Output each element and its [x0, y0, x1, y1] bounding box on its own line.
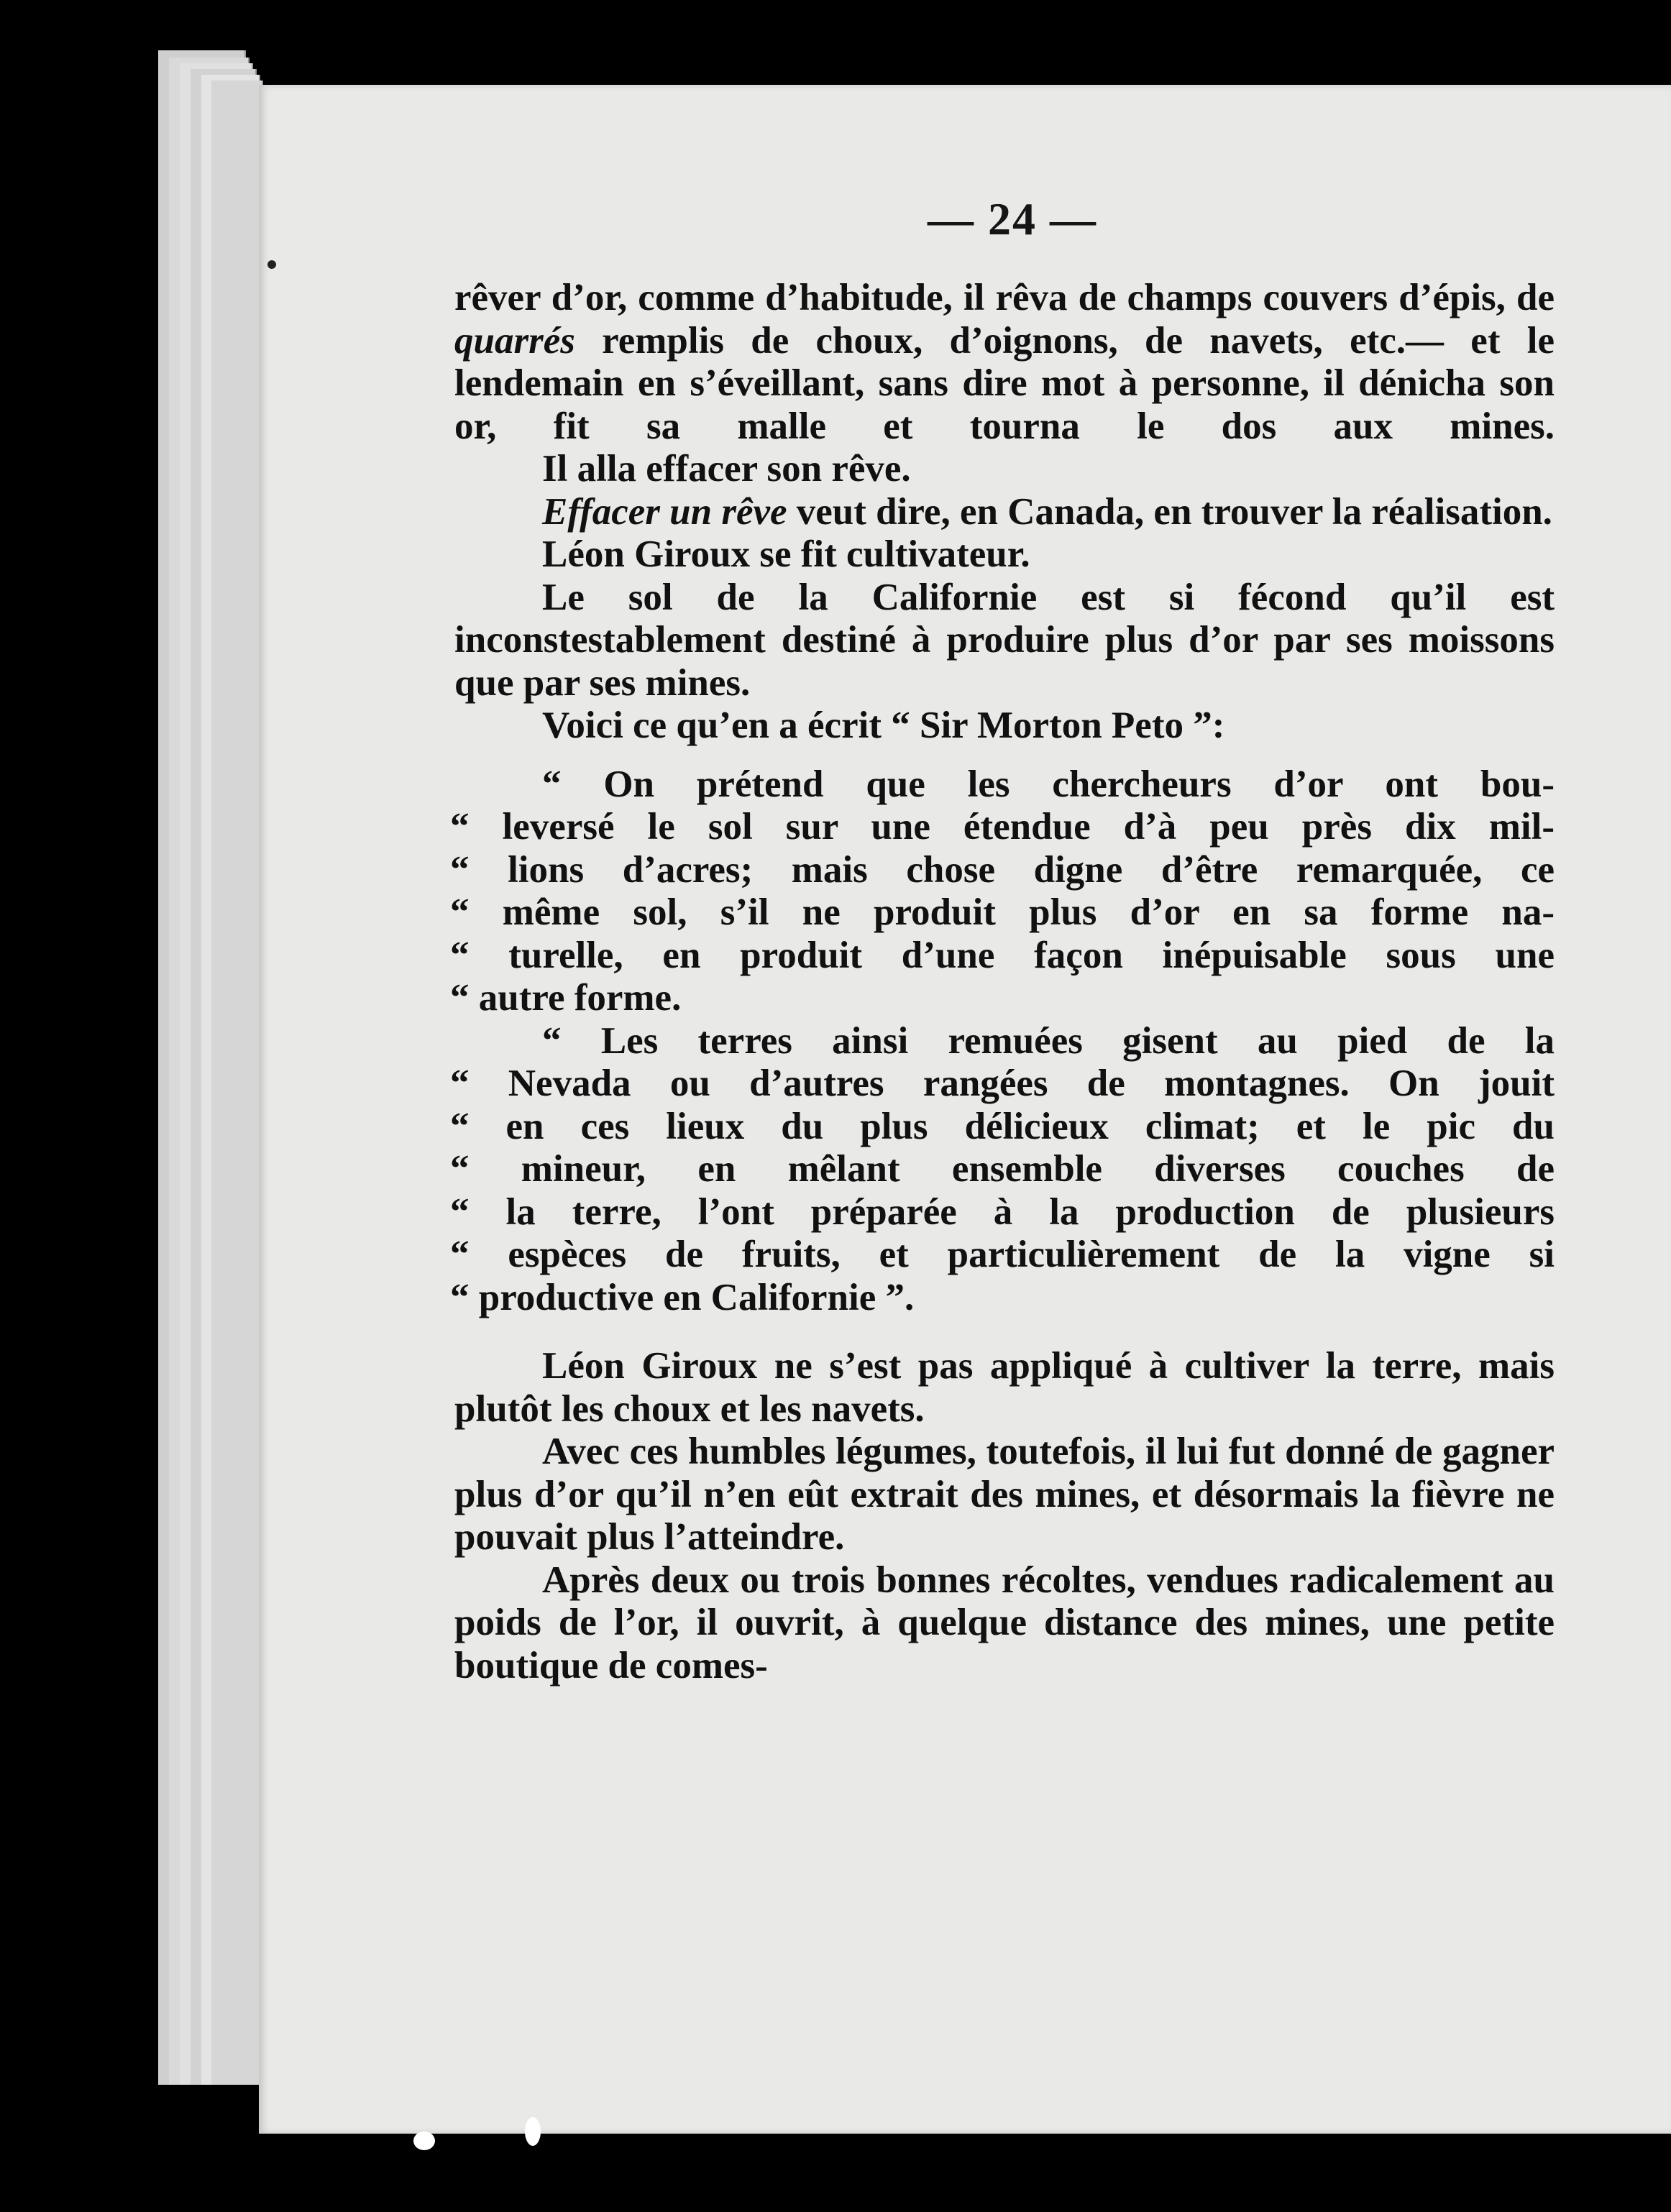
page-edge	[211, 81, 263, 2085]
paragraph: rêver d’or, comme d’habitude, il rêva de champs couvers d’épis, de quarrés remplis de choux, d’oignons, de navets, etc.— et le lendemain en s’éveillant, sans dire mot à personne, il dénicha son or, fit sa malle et tourna le dos aux mines.	[454, 277, 1555, 447]
quote-line: “ turelle, en produit d’une façon inépuisable sous une	[450, 934, 1555, 976]
quote-line: “ lions d’acres; mais chose digne d’être remarquée, ce	[450, 848, 1555, 891]
paragraph: Le sol de la Californie est si fécond qu’il est inconstestablement destiné à produire plus d’or par ses moissons que par ses mines.	[454, 576, 1555, 704]
paragraph: Il alla effacer son rêve.	[542, 448, 911, 490]
italic-term: quarrés	[454, 319, 575, 362]
quote-line: “ productive en Californie ”.	[450, 1276, 915, 1318]
quote-line: “ mineur, en mêlant ensemble diverses couches de	[450, 1148, 1555, 1190]
page-number: — 24 —	[928, 193, 1097, 244]
scan-speck	[413, 2131, 435, 2150]
paragraph: Voici ce qu’en a écrit “ Sir Morton Peto ”:	[542, 705, 1225, 746]
quote-line: “ même sol, s’il ne produit plus d’or en sa forme na-	[450, 891, 1555, 933]
paragraph: Après deux ou trois bonnes récoltes, vendues radicalement au poids de l’or, il ouvrit, à quelque distance des mines, une petite boutique de comes-	[454, 1559, 1555, 1686]
quote-line: “ autre forme.	[450, 977, 682, 1019]
quote-line: “ Nevada ou d’autres rangées de montagnes. On jouit	[450, 1063, 1555, 1104]
paragraph: Léon Giroux ne s’est pas appliqué à cultiver la terre, mais plutôt les choux et les navets.	[454, 1345, 1555, 1430]
italic-term: Effacer un rêve	[542, 490, 787, 533]
quote-paragraph	[450, 1019, 1555, 1320]
quote-line: “ leversé le sol sur une étendue d’à peu près dix mil-	[450, 806, 1555, 848]
quote-line: “ la terre, l’ont préparée à la production de plusieurs	[450, 1190, 1555, 1233]
paragraph: Avec ces humbles légumes, toutefois, il lui fut donné de gagner plus d’or qu’il n’en eût extrait des mines, et désormais la fièvre ne pouvait plus l’atteindre.	[454, 1431, 1555, 1558]
scan-speck	[525, 2117, 541, 2146]
quote-line: “ espèces de fruits, et particulièrement de la vigne si	[450, 1234, 1555, 1275]
quotation	[450, 763, 1555, 1320]
quote-line: “ Les terres ainsi remuées gisent au pied de la	[542, 1019, 1555, 1062]
paragraph: Léon Giroux se fit cultivateur.	[542, 533, 1030, 575]
ink-dot	[267, 260, 276, 269]
page-body	[450, 277, 1555, 1687]
quote-line: “ On prétend que les chercheurs d’or ont bou-	[542, 763, 1555, 805]
quote-line: “ en ces lieux du plus délicieux climat; et le pic du	[450, 1105, 1555, 1147]
paragraph: Effacer un rêve veut dire, en Canada, en trouver la réalisation.	[542, 490, 1552, 533]
quote-paragraph	[450, 763, 1555, 1020]
